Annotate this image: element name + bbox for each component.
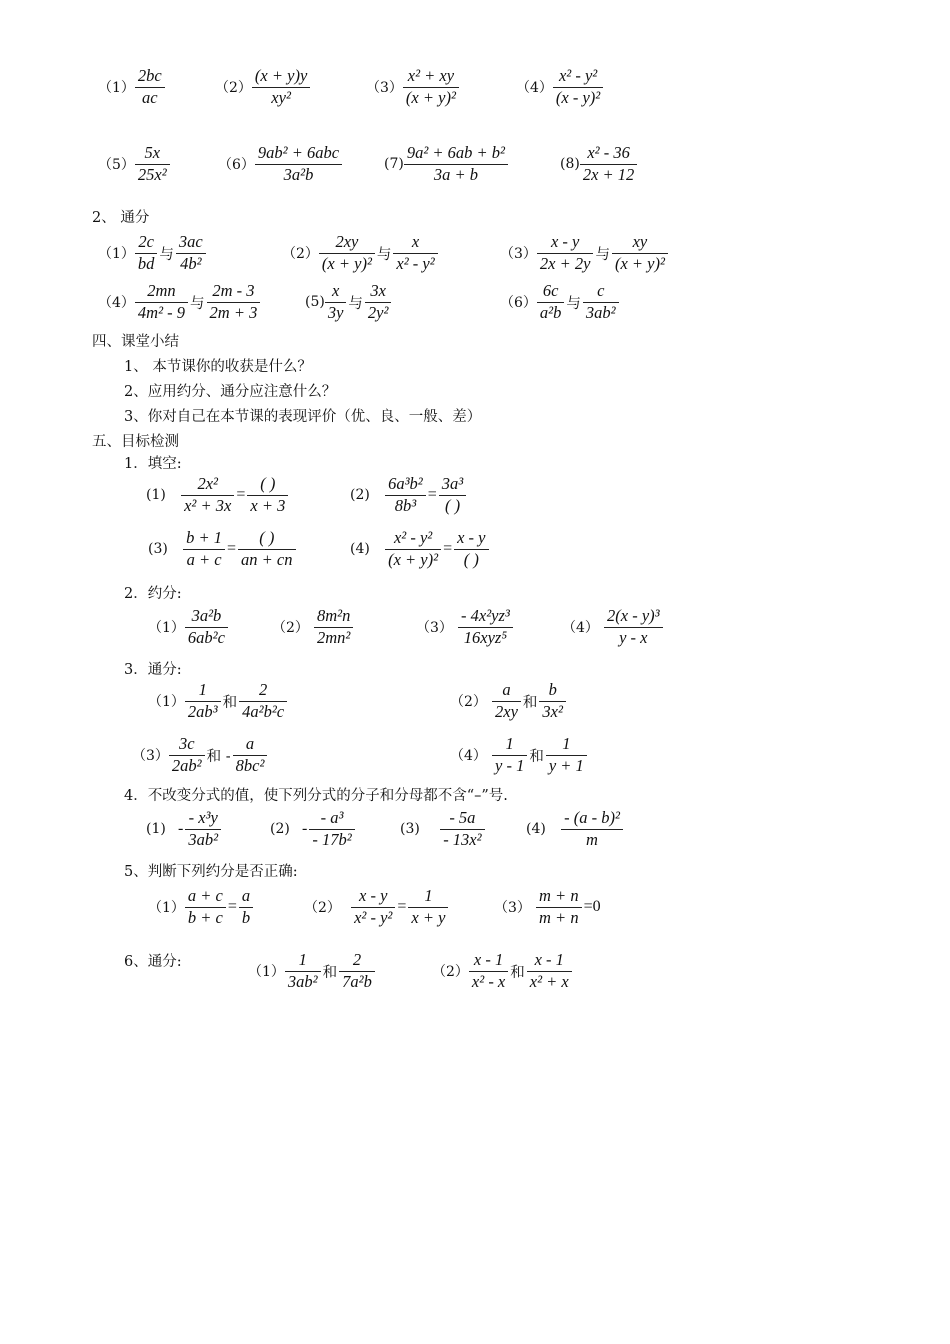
section-title: 2、 通分 [92, 210, 150, 226]
fraction: $\frac{\text{9a² + 6ab + b²}}{3a + b}$ [404, 143, 508, 185]
fill-item-3: (3) $\frac{b + 1}{a + c}$ = $\frac{( )}{an + cn}$ [148, 528, 296, 570]
answer-fraction: $\frac{( )}{x + 3}$ [247, 474, 288, 516]
sign-item-4: (4) $\frac{\text{- (a - b)²}}{m}$ [526, 808, 623, 850]
fraction: $\frac{x}{\text{x² - y²}}$ [393, 232, 437, 274]
final-title: 6、通分: [124, 954, 182, 970]
fraction: $\frac{\text{- (a - b)²}}{m}$ [561, 808, 623, 850]
fill-item-4: (4) $\frac{\text{x² - y²}}{\text{(x + y)²}}$ = $\frac{x - y}{( )}$ [350, 528, 489, 570]
test-reduce-item-2: （2） $\frac{\text{8m²n}}{\text{2mn²}}$ [272, 606, 353, 648]
reduce-item-6 [218, 143, 342, 185]
fraction: $\frac{1}{\text{2ab³}}$ [185, 680, 221, 722]
fraction: $\frac{1}{x + y}$ [408, 886, 448, 928]
fraction: $\frac{x - y}{\text{x² - y²}}$ [351, 886, 395, 928]
item-label: (8) [560, 156, 580, 172]
fraction: $\frac{6c}{\text{a²b}}$ [537, 281, 564, 323]
fraction: $\frac{b + 1}{a + c}$ [183, 528, 225, 570]
answer-fraction: $\frac{x - y}{( )}$ [454, 528, 488, 570]
reduce-item-5 [98, 143, 170, 185]
fraction: $\frac{2c}{bd}$ [135, 232, 158, 274]
item-label: (7) [384, 156, 404, 172]
test-common-item-2: （2） $\frac{a}{2xy}$ 和 $\frac{b}{\text{3x²}}$ [450, 680, 566, 722]
item-label: （3） [366, 80, 403, 96]
fill-title: 1．填空: [124, 456, 182, 472]
fraction: $\frac{\text{3a²b}}{\text{6ab²c}}$ [185, 606, 228, 648]
fraction: $\frac{\text{x² - y²}}{\text{(x + y)²}}$ [385, 528, 441, 570]
answer-fraction: $\frac{\text{3a³}}{( )}$ [439, 474, 466, 516]
test-title: 五、目标检测 [92, 434, 179, 450]
test-common-item-4: （4） $\frac{1}{y - 1}$ 和 $\frac{1}{y + 1}$ [450, 734, 587, 776]
fraction: $\frac{1}{\text{3ab²}}$ [285, 950, 321, 992]
item-label: （2） [215, 80, 252, 96]
fraction: $\frac{x - 1}{\text{x² + x}}$ [527, 950, 572, 992]
fraction: $\frac{\text{8m²n}}{\text{2mn²}}$ [314, 606, 353, 648]
test-common-item-1: （1） $\frac{1}{\text{2ab³}}$ 和 $\frac{2}{\text{4a²b²c}}$ [148, 680, 287, 722]
judge-item-3: （3） $\frac{m + n}{m + n}$ =0 [494, 886, 601, 927]
fraction: $\frac{(x + y)y}{\text{xy²}}$ [252, 66, 310, 108]
reduce-item-1 [98, 66, 165, 108]
item-label: （4） [516, 80, 553, 96]
item-label: （1） [98, 80, 135, 96]
fraction: $\frac{a}{b}$ [239, 886, 253, 928]
judge-item-2: （2） $\frac{x - y}{\text{x² - y²}}$ = $\frac{1}{x + y}$ [304, 886, 448, 928]
summary-question-3: 3、你对自己在本节课的表现评价（优、良、一般、差） [124, 409, 482, 425]
test-reduce-item-1: （1） $\frac{\text{3a²b}}{\text{6ab²c}}$ [148, 606, 228, 648]
fraction: $\frac{x}{3y}$ [325, 281, 347, 323]
judge-title: 5、判断下列约分是否正确: [124, 864, 298, 880]
fraction: $\frac{2xy}{\text{(x + y)²}}$ [319, 232, 375, 274]
fraction: $\frac{3x}{\text{2y²}}$ [365, 281, 392, 323]
sign-item-2: (2) - $\frac{\text{- a³}}{\text{- 17b²}}$ [270, 808, 355, 850]
fraction: $\frac{c}{\text{3ab²}}$ [583, 281, 619, 323]
fraction: $\frac{a}{\text{8bc²}}$ [233, 734, 268, 776]
fraction: $\frac{\text{2x²}}{\text{x² + 3x}}$ [181, 474, 234, 516]
test-reduce-item-3: （3） $\frac{\text{- 4x²yz³}}{\text{16xyz⁵}}$ [416, 606, 513, 648]
fill-item-2: (2) $\frac{\text{6a³b²}}{\text{8b³}}$ = $\frac{\text{3a³}}{( )}$ [350, 474, 466, 516]
common-item-3: （3） $\frac{x - y}{2x + 2y}$ 与 $\frac{xy}{\text{(x + y)²}}$ [500, 232, 668, 274]
reduce-item-4 [516, 66, 603, 108]
item-label: （6） [218, 157, 255, 173]
fraction: $\frac{\text{x² + xy}}{\text{(x + y)²}}$ [403, 66, 459, 108]
fraction: $\frac{- 5a}{\text{- 13x²}}$ [440, 808, 484, 850]
fraction: $\frac{2mn}{\text{4m² - 9}}$ [135, 281, 188, 323]
reduce-item-3 [366, 66, 459, 108]
fraction: $\frac{\text{6a³b²}}{\text{8b³}}$ [385, 474, 426, 516]
fraction: $\frac{1}{y - 1}$ [492, 734, 527, 776]
fraction: $\frac{2}{\text{4a²b²c}}$ [239, 680, 287, 722]
test-common-item-3: （3） $\frac{3c}{\text{2ab²}}$ 和 - $\frac{a}{\text{8bc²}}$ [132, 734, 267, 776]
summary-question-1: 1、 本节课你的收获是什么？ [124, 359, 312, 375]
common-title: 3．通分: [124, 662, 182, 678]
reduce-title: 2．约分: [124, 586, 182, 602]
fraction: $\frac{\text{x² - 36}}{2x + 12}$ [580, 143, 637, 185]
final-item-2: （2） $\frac{x - 1}{\text{x² - x}}$ 和 $\frac{x - 1}{\text{x² + x}}$ [432, 950, 572, 992]
sign-item-1: (1) - $\frac{\text{- x³y}}{\text{3ab²}}$ [146, 808, 221, 850]
reduce-item-2 [215, 66, 310, 108]
common-item-6: （6） $\frac{6c}{\text{a²b}}$ 与 $\frac{c}{\text{3ab²}}$ [500, 281, 619, 323]
fraction: $\frac{2bc}{ac}$ [135, 66, 165, 108]
fraction: $\frac{\text{- a³}}{\text{- 17b²}}$ [309, 808, 354, 850]
sign-title: 4．不改变分式的值，使下列分式的分子和分母都不含“–”号. [124, 788, 508, 804]
fraction: $\frac{a}{2xy}$ [492, 680, 521, 722]
fraction: $\frac{a + c}{b + c}$ [185, 886, 226, 928]
fraction: $\frac{2m - 3}{2m + 3}$ [207, 281, 261, 323]
fraction: $\frac{m + n}{m + n}$ [536, 886, 582, 928]
sign-item-3: (3) $\frac{- 5a}{\text{- 13x²}}$ [400, 808, 485, 850]
answer-fraction: $\frac{( )}{an + cn}$ [238, 528, 295, 570]
item-label: （5） [98, 157, 135, 173]
fraction: $\frac{\text{9ab² + 6abc}}{\text{3a²b}}$ [255, 143, 342, 185]
final-section [124, 950, 182, 971]
fraction: $\frac{x - 1}{\text{x² - x}}$ [469, 950, 508, 992]
common-item-5: (5) $\frac{x}{3y}$ 与 $\frac{3x}{\text{2y²}}$ [305, 281, 391, 323]
final-item-1: （1） $\frac{1}{\text{3ab²}}$ 和 $\frac{2}{\text{7a²b}}$ [248, 950, 375, 992]
fraction: $\frac{3ac}{\text{4b²}}$ [176, 232, 206, 274]
fraction: $\frac{3c}{\text{2ab²}}$ [169, 734, 205, 776]
common-item-2: （2） $\frac{2xy}{\text{(x + y)²}}$ 与 $\frac{x}{\text{x² - y²}}$ [282, 232, 438, 274]
fraction: $\frac{2}{\text{7a²b}}$ [339, 950, 375, 992]
fraction: $\frac{\text{x² - y²}}{\text{(x - y)²}}$ [553, 66, 603, 108]
fraction: $\frac{x - y}{2x + 2y}$ [537, 232, 594, 274]
test-reduce-item-4: （4） $\frac{\text{2(x - y)³}}{y - x}$ [562, 606, 663, 648]
fraction: $\frac{5x}{\text{25x²}}$ [135, 143, 170, 185]
common-item-1: （1） $\frac{2c}{bd}$ 与 $\frac{3ac}{\text{4b²}}$ [98, 232, 206, 274]
fraction: $\frac{\text{- x³y}}{\text{3ab²}}$ [185, 808, 221, 850]
reduce-item-8 [560, 143, 637, 185]
common-item-4: （4） $\frac{2mn}{\text{4m² - 9}}$ 与 $\frac{2m - 3}{2m + 3}$ [98, 281, 260, 323]
fraction: $\frac{1}{y + 1}$ [546, 734, 587, 776]
reduce-item-7 [384, 143, 508, 185]
summary-title: 四、课堂小结 [92, 334, 179, 350]
fraction: $\frac{xy}{\text{(x + y)²}}$ [612, 232, 668, 274]
fraction: $\frac{\text{- 4x²yz³}}{\text{16xyz⁵}}$ [458, 606, 513, 648]
fraction: $\frac{b}{\text{3x²}}$ [539, 680, 566, 722]
fraction: $\frac{\text{2(x - y)³}}{y - x}$ [604, 606, 663, 648]
judge-item-1: （1） $\frac{a + c}{b + c}$ = $\frac{a}{b}$ [148, 886, 253, 928]
fill-item-1: (1) $\frac{\text{2x²}}{\text{x² + 3x}}$ = $\frac{( )}{x + 3}$ [146, 474, 288, 516]
summary-question-2: 2、应用约分、通分应注意什么？ [124, 384, 337, 400]
